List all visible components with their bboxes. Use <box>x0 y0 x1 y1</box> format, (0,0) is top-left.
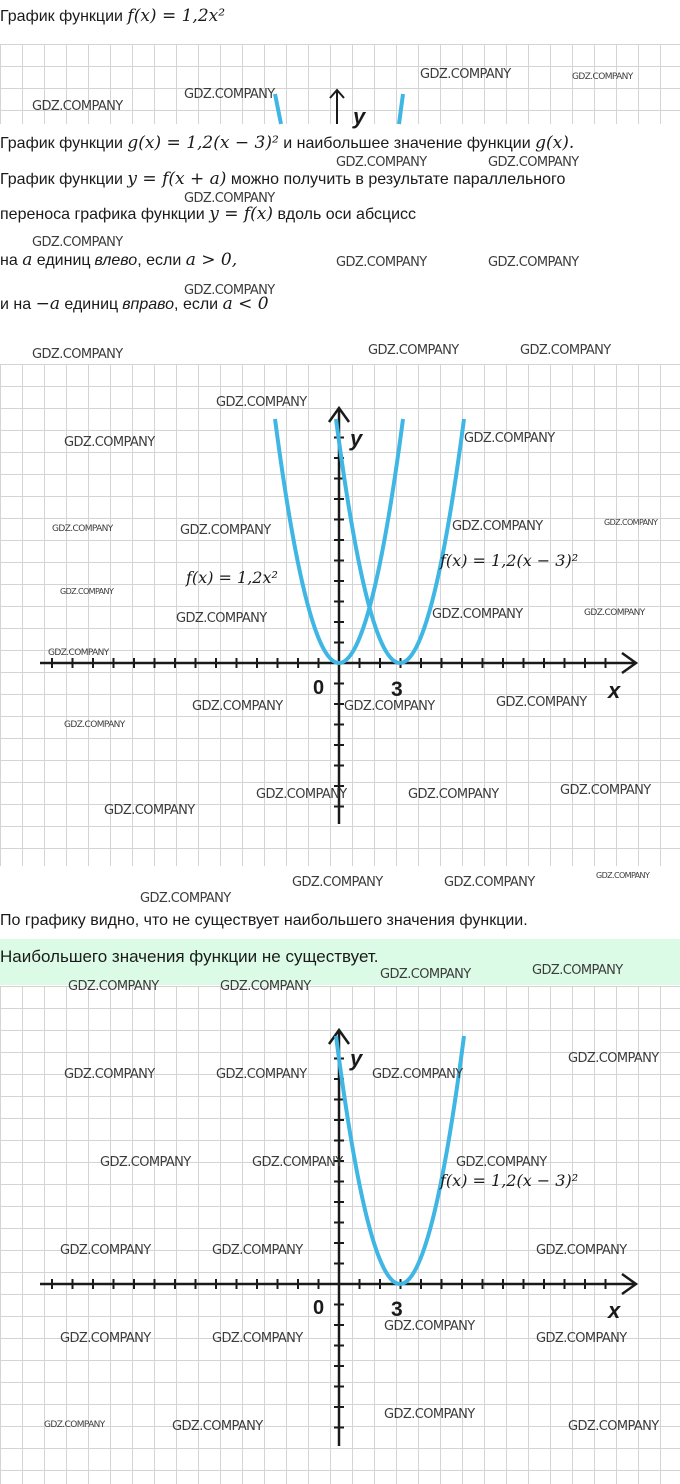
watermark: GDZ.COMPANY <box>216 1067 307 1082</box>
heading-f <box>0 5 225 28</box>
watermark: GDZ.COMPANY <box>384 1319 475 1334</box>
watermark: GDZ.COMPANY <box>336 155 427 170</box>
graph1-x-label: x <box>608 678 621 703</box>
watermark: GDZ.COMPANY <box>60 1331 151 1346</box>
watermark: GDZ.COMPANY <box>464 431 555 446</box>
watermark: GDZ.COMPANY <box>64 1067 155 1082</box>
watermark: GDZ.COMPANY <box>212 1243 303 1258</box>
right-italic: вправо <box>122 296 175 313</box>
watermark: GDZ.COMPANY <box>216 395 307 410</box>
graph2-origin: 0 <box>313 1297 325 1319</box>
watermark: GDZ.COMPANY <box>488 155 579 170</box>
left-italic: влево <box>94 252 138 269</box>
watermark: GDZ.COMPANY <box>596 871 650 880</box>
graph1-y-label: y <box>350 426 363 451</box>
watermark: GDZ.COMPANY <box>184 191 275 206</box>
watermark: GDZ.COMPANY <box>432 607 523 622</box>
left-a: a <box>22 250 33 270</box>
right-pre: и на <box>0 296 32 313</box>
watermark: GDZ.COMPANY <box>420 67 511 82</box>
watermark: GDZ.COMPANY <box>256 787 347 802</box>
watermark: GDZ.COMPANY <box>184 87 275 102</box>
watermark: GDZ.COMPANY <box>384 1407 475 1422</box>
shift-suffix: можно получить в результате параллельного <box>230 171 566 188</box>
graph2-tick-3: 3 <box>391 1298 403 1321</box>
watermark: GDZ.COMPANY <box>64 720 125 730</box>
shift-line-2 <box>0 203 416 226</box>
watermark: GDZ.COMPANY <box>212 1331 303 1346</box>
graph1-f-label: f(x) = 1,2x² <box>186 568 278 587</box>
right-a: −a <box>35 294 60 314</box>
watermark: GDZ.COMPANY <box>452 519 543 534</box>
watermark: GDZ.COMPANY <box>568 1419 659 1434</box>
watermark: GDZ.COMPANY <box>560 783 651 798</box>
shift2-prefix: переноса графика функции <box>0 206 205 223</box>
watermark: GDZ.COMPANY <box>68 979 159 994</box>
watermark: GDZ.COMPANY <box>60 1243 151 1258</box>
watermark: GDZ.COMPANY <box>408 787 499 802</box>
watermark: GDZ.COMPANY <box>184 283 275 298</box>
g-statement-mid: и наибольшее значение функции <box>283 135 531 152</box>
right-cond: a < 0 <box>222 294 269 314</box>
heading-f-prefix: График функции <box>0 8 123 25</box>
watermark: GDZ.COMPANY <box>32 99 123 114</box>
watermark: GDZ.COMPANY <box>64 435 155 450</box>
watermark: GDZ.COMPANY <box>172 1419 263 1434</box>
watermark: GDZ.COMPANY <box>572 72 633 82</box>
conclusion-text: По графику видно, что не существует наибольшего значения функции. <box>0 912 528 929</box>
watermark: GDZ.COMPANY <box>220 979 311 994</box>
watermark: GDZ.COMPANY <box>192 699 283 714</box>
watermark: GDZ.COMPANY <box>32 347 123 362</box>
shift-formula: y = f(x + a) <box>127 169 227 189</box>
watermark: GDZ.COMPANY <box>444 875 535 890</box>
graph1-tick-3: 3 <box>391 678 403 701</box>
watermark: GDZ.COMPANY <box>180 523 271 538</box>
watermark: GDZ.COMPANY <box>176 611 267 626</box>
graph1-g-label: f(x) = 1,2(x − 3)² <box>440 551 579 570</box>
watermark: GDZ.COMPANY <box>100 1155 191 1170</box>
right-comma: , если <box>174 296 219 313</box>
watermark: GDZ.COMPANY <box>44 1420 105 1430</box>
answer-text: Наибольшего значения функции не существует. <box>0 947 379 966</box>
watermark: GDZ.COMPANY <box>604 518 658 527</box>
watermark: GDZ.COMPANY <box>48 648 109 658</box>
watermark: GDZ.COMPANY <box>456 1155 547 1170</box>
watermark: GDZ.COMPANY <box>52 524 113 534</box>
watermark: GDZ.COMPANY <box>536 1243 627 1258</box>
watermark: GDZ.COMPANY <box>336 255 427 270</box>
watermark: GDZ.COMPANY <box>488 255 579 270</box>
shift-line-left <box>0 249 237 272</box>
watermark: GDZ.COMPANY <box>380 967 471 982</box>
watermark: GDZ.COMPANY <box>344 699 435 714</box>
watermark: GDZ.COMPANY <box>60 587 114 596</box>
graph2-x-label: x <box>608 1298 621 1323</box>
graph2-y-label: y <box>350 1046 363 1071</box>
watermark: GDZ.COMPANY <box>536 1331 627 1346</box>
heading-f-formula: f(x) = 1,2x² <box>127 6 226 26</box>
watermark: GDZ.COMPANY <box>252 1155 343 1170</box>
strip-y-label: y <box>353 104 366 129</box>
graph2-g-label: f(x) = 1,2(x − 3)² <box>440 1171 579 1190</box>
graph1-origin: 0 <box>313 677 325 699</box>
g-statement <box>0 132 574 155</box>
watermark: GDZ.COMPANY <box>32 235 123 250</box>
watermark: GDZ.COMPANY <box>368 343 459 358</box>
shift2-suffix: вдоль оси абсцисс <box>277 206 417 223</box>
shift-line-1 <box>0 168 565 191</box>
watermark: GDZ.COMPANY <box>520 343 611 358</box>
shift-prefix: График функции <box>0 171 123 188</box>
left-cond: a > 0, <box>185 250 238 270</box>
left-mid: единиц <box>36 252 91 269</box>
watermark: GDZ.COMPANY <box>140 891 231 906</box>
watermark: GDZ.COMPANY <box>496 695 587 710</box>
watermark: GDZ.COMPANY <box>104 803 195 818</box>
watermark: GDZ.COMPANY <box>292 875 383 890</box>
left-comma: , если <box>137 252 182 269</box>
watermark: GDZ.COMPANY <box>568 1051 659 1066</box>
watermark: GDZ.COMPANY <box>532 963 623 978</box>
left-pre: на <box>0 252 18 269</box>
watermark: GDZ.COMPANY <box>584 608 645 618</box>
shift2-formula: y = f(x) <box>209 204 273 224</box>
g-statement-prefix: График функции <box>0 135 123 152</box>
g-formula: g(x) = 1,2(x − 3)² <box>127 133 279 153</box>
g-end-formula: g(x). <box>535 133 575 153</box>
right-mid: единиц <box>64 296 119 313</box>
watermark: GDZ.COMPANY <box>372 1067 463 1082</box>
